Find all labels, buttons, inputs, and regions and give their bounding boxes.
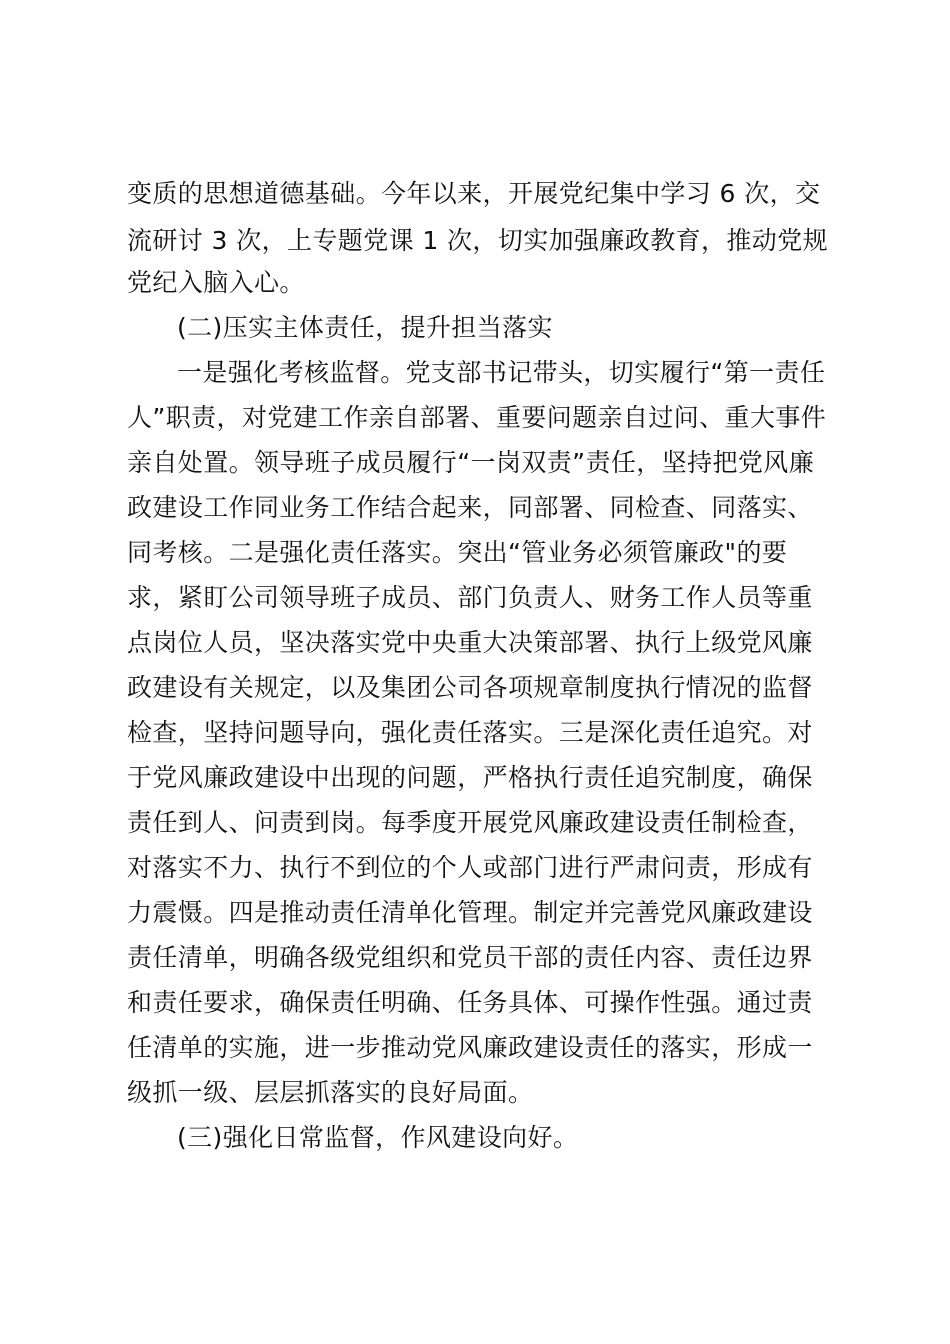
body-text-line: 求，紧盯公司领导班子成员、部门负责人、财务工作人员等重 <box>127 583 813 612</box>
body-text-line: 于党风廉政建设中出现的问题，严格执行责任追究制度，确保 <box>127 763 813 792</box>
body-text-line: 同考核。二是强化责任落实。突出“管业务必须管廉政"的要 <box>127 538 788 567</box>
section-heading: (二)压实主体责任，提升担当落实 <box>177 313 553 342</box>
body-text-line: 检查，坚持问题导向，强化责任落实。三是深化责任追究。对 <box>127 718 813 747</box>
body-text-line: 和责任要求，确保责任明确、任务具体、可操作性强。通过责 <box>127 988 813 1017</box>
body-text-line: 政建设工作同业务工作结合起来，同部署、同检查、同落实、 <box>127 493 813 522</box>
body-text-line: 点岗位人员，坚决落实党中央重大决策部署、执行上级党风廉 <box>127 628 813 657</box>
body-text-line: 亲自处置。领导班子成员履行“一岗双责”责任，坚持把党风廉 <box>127 448 815 477</box>
body-text-line: 一是强化考核监督。党支部书记带头，切实履行“第一责任 <box>177 358 826 387</box>
body-text-line: 政建设有关规定，以及集团公司各项规章制度执行情况的监督 <box>127 673 813 702</box>
body-text-line: 流研讨 3 次，上专题党课 1 次，切实加强廉政教育，推动党规 <box>127 226 829 255</box>
body-text-line: 变质的思想道德基础。今年以来，开展党纪集中学习 6 次，交 <box>127 179 821 208</box>
section-heading: (三)强化日常监督，作风建设向好。 <box>177 1123 579 1152</box>
body-text-line: 任清单的实施，进一步推动党风廉政建设责任的落实，形成一 <box>127 1033 813 1062</box>
body-text-line: 级抓一级、层层抓落实的良好局面。 <box>127 1078 534 1107</box>
body-text-line: 力震慑。四是推动责任清单化管理。制定并完善党风廉政建设 <box>127 898 813 927</box>
body-text-line: 对落实不力、执行不到位的个人或部门进行严肃问责，形成有 <box>127 853 813 882</box>
body-text-line: 党纪入脑入心。 <box>127 268 305 297</box>
body-text-line: 人”职责，对党建工作亲自部署、重要问题亲自过问、重大事件 <box>127 403 827 432</box>
body-text-line: 责任清单，明确各级党组织和党员干部的责任内容、责任边界 <box>127 943 813 972</box>
body-text-line: 责任到人、问责到岗。每季度开展党风廉政建设责任制检查， <box>127 808 813 837</box>
